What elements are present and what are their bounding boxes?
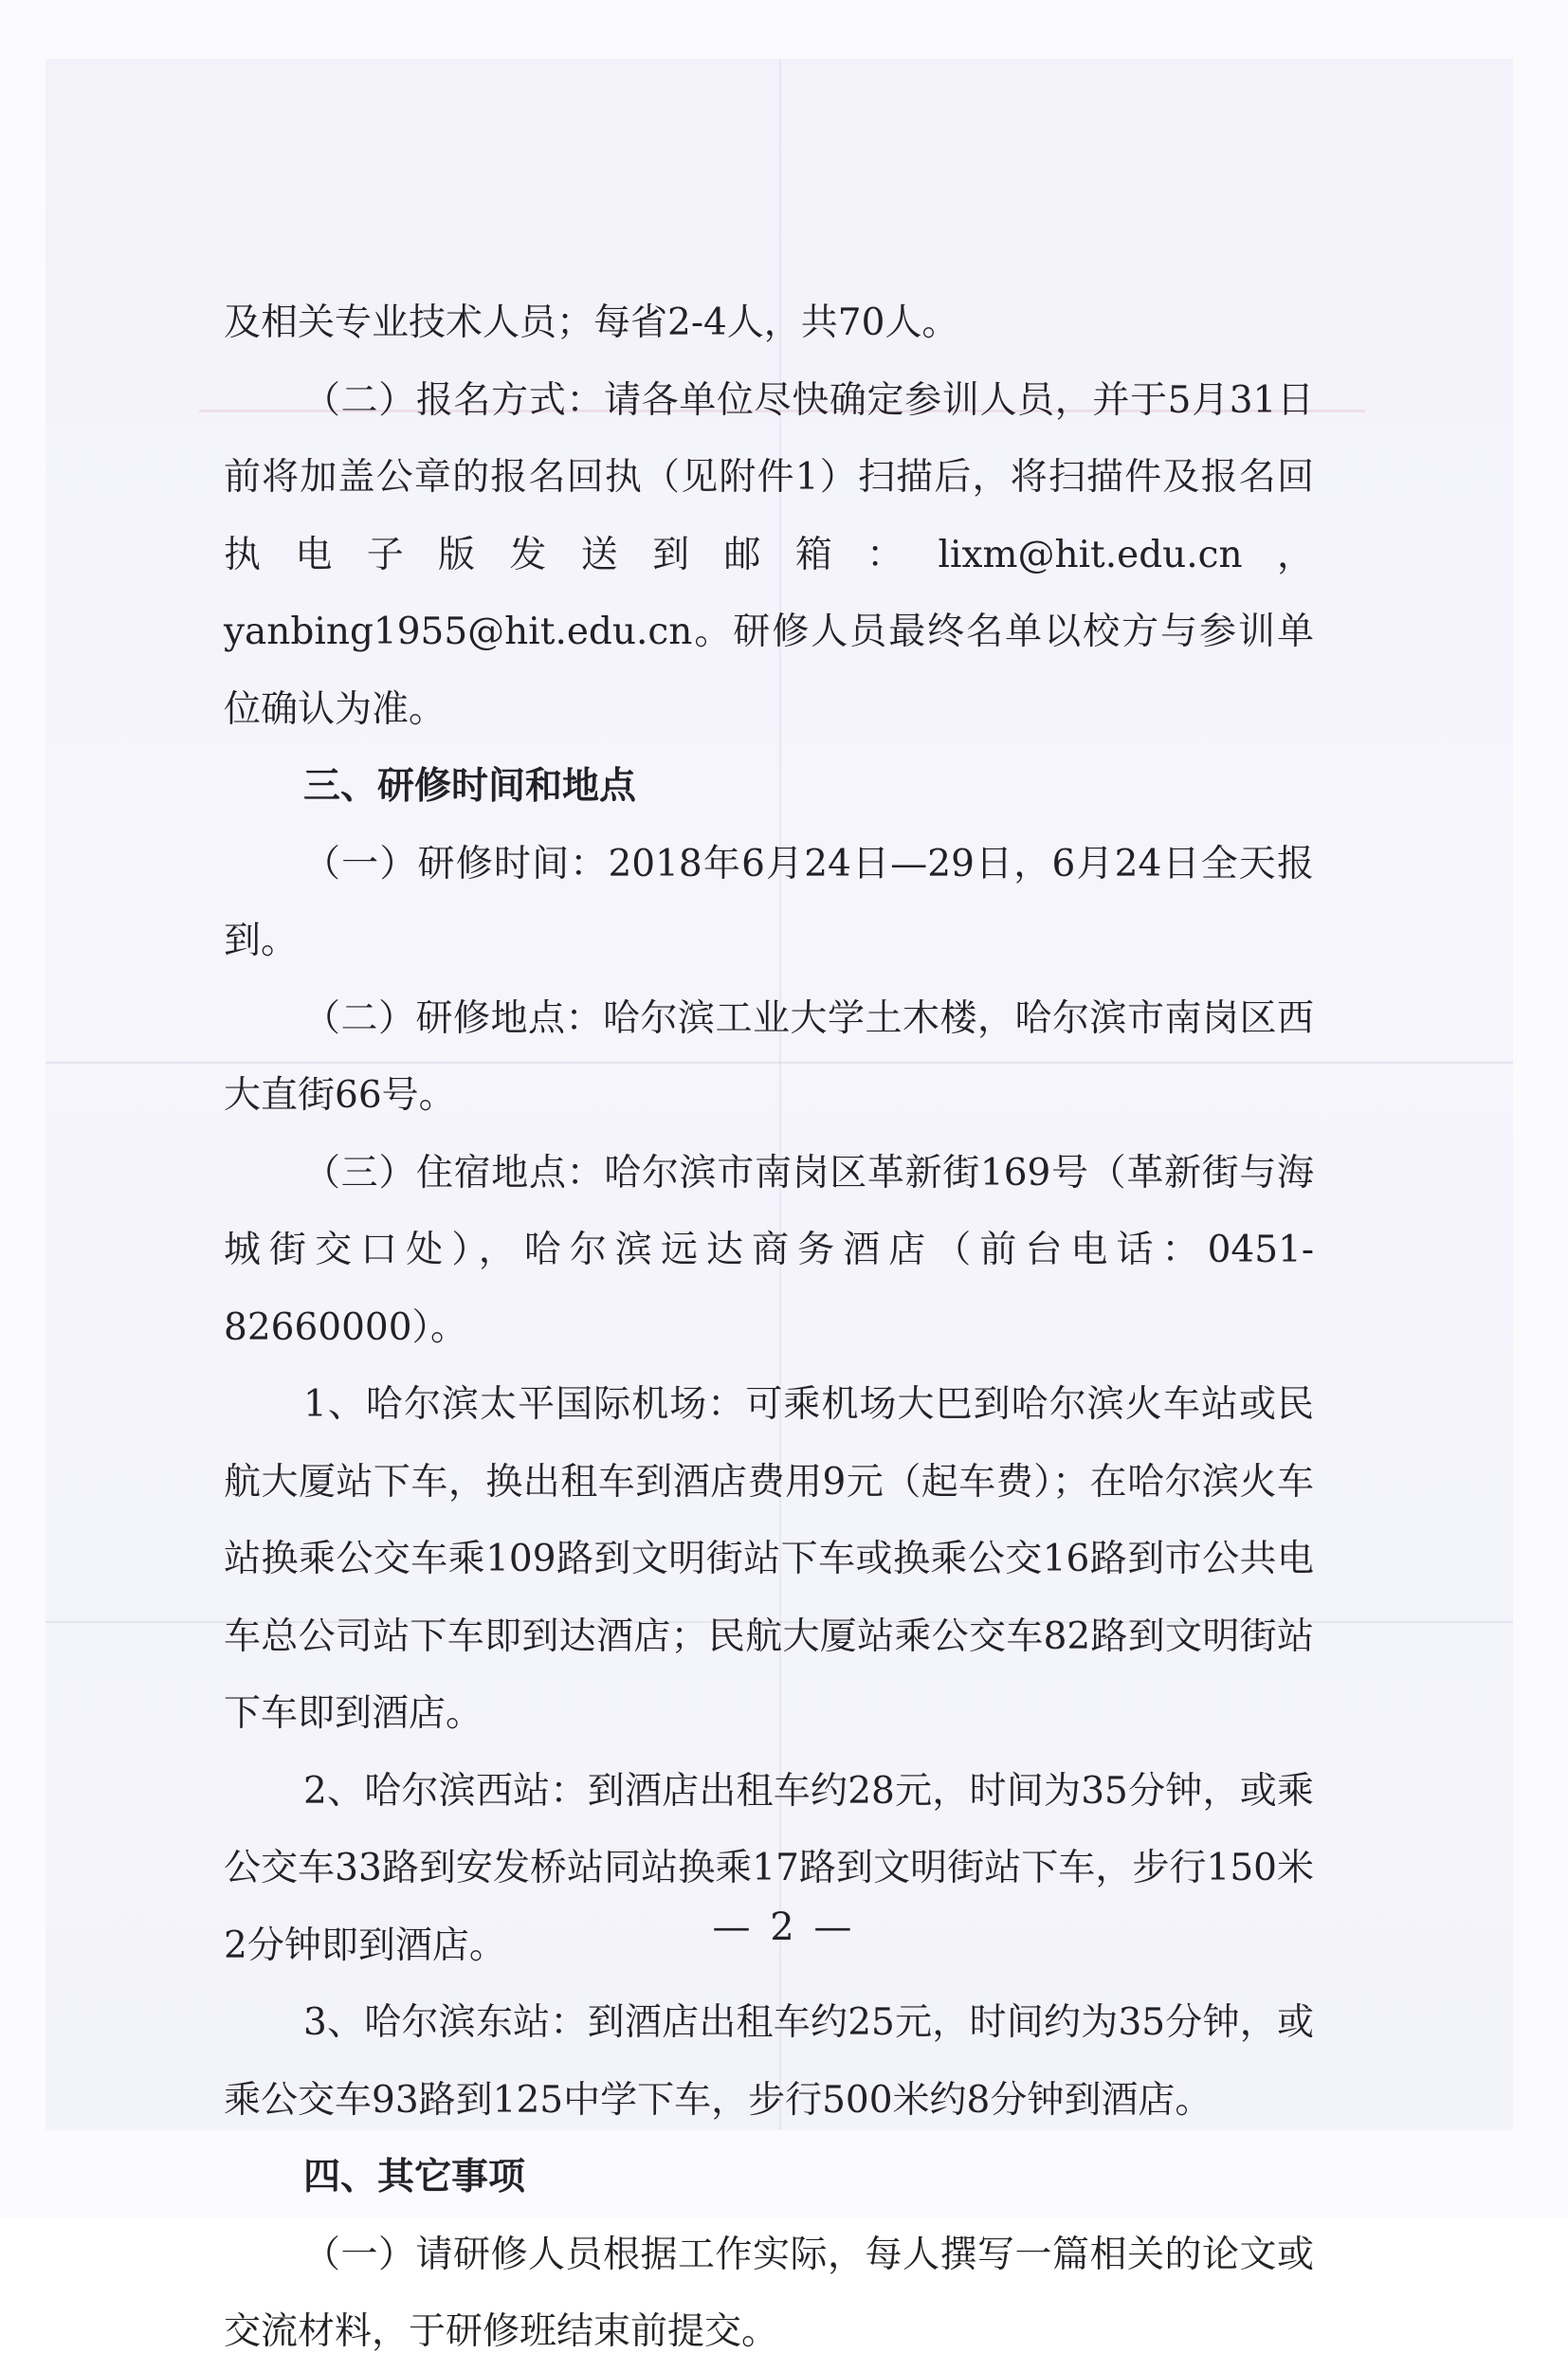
document-body xyxy=(224,284,1314,2371)
paragraph: 1、哈尔滨太平国际机场：可乘机场大巴到哈尔滨火车站或民航大厦站下车，换出租车到酒店费用9元（起车费）；在哈尔滨火车站换乘公交车乘109路到文明街站下车或换乘公交16路到市公共电车总公司站下车即到达酒店；民航大厦站乘公交车82路到文明街站下车即到酒店。 xyxy=(224,1383,1314,1735)
page-number: — 2 — xyxy=(712,1906,856,1949)
paragraph: （一）请研修人员根据工作实际，每人撰写一篇相关的论文或交流材料，于研修班结束前提交。 xyxy=(224,2233,1314,2353)
paragraph: 及相关专业技术人员；每省2-4人，共70人。 xyxy=(224,301,959,344)
section-heading: 四、其它事项 xyxy=(303,2155,526,2198)
section-heading: 三、研修时间和地点 xyxy=(303,764,637,808)
paragraph: （一）研修时间：2018年6月24日—29日，6月24日全天报到。 xyxy=(224,842,1314,962)
paragraph: 2、哈尔滨西站：到酒店出租车约28元，时间为35分钟，或乘公交车33路到安发桥站同站换乘17路到文明街站下车，步行150米2分钟即到酒店。 xyxy=(224,1769,1314,1967)
paragraph: 3、哈尔滨东站：到酒店出租车约25元，时间约为35分钟，或乘公交车93路到125中学下车，步行500米约8分钟到酒店。 xyxy=(224,2001,1314,2122)
paragraph: （二）报名方式：请各单位尽快确定参训人员，并于5月31日前将加盖公章的报名回执（见附件1）扫描后，将扫描件及报名回执电子版发送到邮箱：lixm@hit.edu.cn，yanbing1955@hit.edu.cn。研修人员最终名单以校方与参训单位确认为准。 xyxy=(224,378,1314,731)
paragraph: （二）研修地点：哈尔滨工业大学土木楼，哈尔滨市南岗区西大直街66号。 xyxy=(224,996,1314,1117)
paragraph: （三）住宿地点：哈尔滨市南岗区革新街169号（革新街与海城街交口处），哈尔滨远达商务酒店（前台电话：0451-82660000）。 xyxy=(224,1151,1314,1349)
